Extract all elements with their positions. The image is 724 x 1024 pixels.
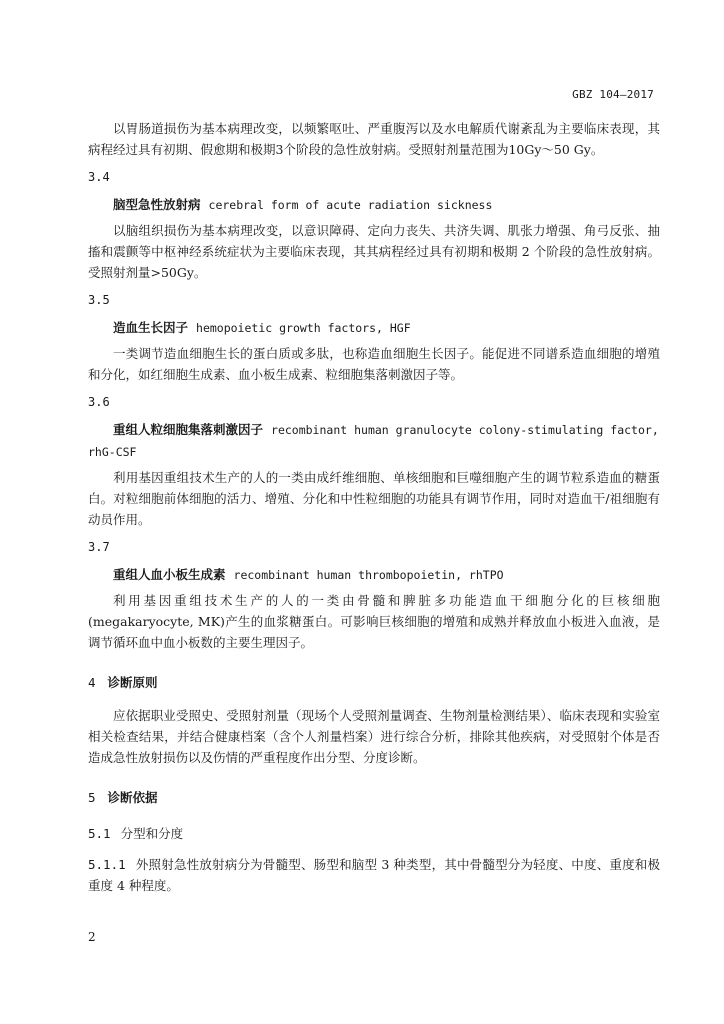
clause-text: 外照射急性放射病分为骨髓型、肠型和脑型 3 种类型，其中骨髓型分为轻度、中度、重度和极重度 4 种程度。 [88, 857, 660, 893]
term-3-7 [113, 564, 660, 586]
term-zh: 脑型急性放射病 [113, 197, 201, 212]
subsection-heading-5-1 [88, 824, 660, 842]
term-zh: 重组人粒细胞集落刺激因子 [113, 422, 264, 437]
term-3-6 [88, 419, 660, 463]
clause-number-3-4: 3.4 [88, 170, 110, 184]
clause-number-3-5: 3.5 [88, 293, 110, 307]
section-title: 诊断原则 [107, 675, 158, 690]
section-heading-4 [88, 673, 660, 691]
term-en-continued: rhG-CSF [88, 445, 137, 459]
subsection-number: 5.1 [88, 826, 111, 841]
section-number: 5 [88, 790, 96, 805]
term-en: recombinant human thrombopoietin, rhTPO [233, 568, 504, 582]
page-body [88, 118, 660, 896]
page-number: 2 [88, 930, 96, 944]
clause-number-3-6: 3.6 [88, 395, 110, 409]
term-zh: 造血生长因子 [113, 320, 189, 335]
term-en: cerebral form of acute radiation sickness [208, 198, 493, 212]
section-heading-5 [88, 788, 660, 806]
header-rule [88, 106, 660, 107]
definition-3-7: 利用基因重组技术生产的人的一类由骨髓和脾脏多功能造血干细胞分化的巨核细胞(megakaryocyte, MK)产生的血浆糖蛋白。可影响巨核细胞的增殖和成熟并释放血小板进入血液，是调节循环血中血小板数的主要生理因子。 [88, 593, 660, 650]
definition-3-6: 利用基因重组技术生产的人的一类由成纤维细胞、单核细胞和巨噬细胞产生的调节粒系造血的糖蛋白。对粒细胞前体细胞的活力、增殖、分化和中性粒细胞的功能具有调节作用，同时对造血干/祖细胞有动员作用。 [88, 470, 660, 527]
intro-paragraph: 以胃肠道损伤为基本病理改变，以频繁呕吐、严重腹泻以及水电解质代谢紊乱为主要临床表现，其病程经过具有初期、假愈期和极期3个阶段的急性放射病。受照射剂量范围为10Gy～50 Gy。 [88, 121, 660, 157]
term-zh: 重组人血小板生成素 [113, 567, 226, 582]
section-number: 4 [88, 675, 96, 690]
term-en: recombinant human granulocyte colony-stimulating factor, [271, 423, 659, 437]
clause-5-1-1 [88, 854, 660, 896]
doc-code-header: GBZ 104—2017 [572, 88, 654, 101]
clause-number-3-7: 3.7 [88, 540, 110, 554]
clause-number: 5.1.1 [88, 857, 126, 872]
definition-3-4: 以脑组织损伤为基本病理改变，以意识障碍、定向力丧失、共济失调、肌张力增强、角弓反张、抽搐和震颤等中枢神经系统症状为主要临床表现，其其病程经过具有初期和极期 2 个阶段的急性放射病。受照射剂量>50Gy。 [88, 223, 660, 280]
section-4-body: 应依据职业受照史、受照射剂量（现场个人受照剂量调查、生物剂量检测结果）、临床表现和实验室相关检查结果，并结合健康档案（含个人剂量档案）进行综合分析，排除其他疾病，对受照射个体是否造成急性放射损伤以及伤情的严重程度作出分型、分度诊断。 [88, 708, 660, 765]
section-title: 诊断依据 [107, 790, 158, 805]
term-3-4 [113, 194, 660, 216]
term-3-5 [113, 317, 660, 339]
term-en: hemopoietic growth factors, HGF [196, 321, 411, 335]
definition-3-5: 一类调节造血细胞生长的蛋白质或多肽，也称造血细胞生长因子。能促进不同谱系造血细胞的增殖和分化，如红细胞生成素、血小板生成素、粒细胞集落刺激因子等。 [88, 346, 660, 382]
subsection-title: 分型和分度 [120, 826, 184, 841]
